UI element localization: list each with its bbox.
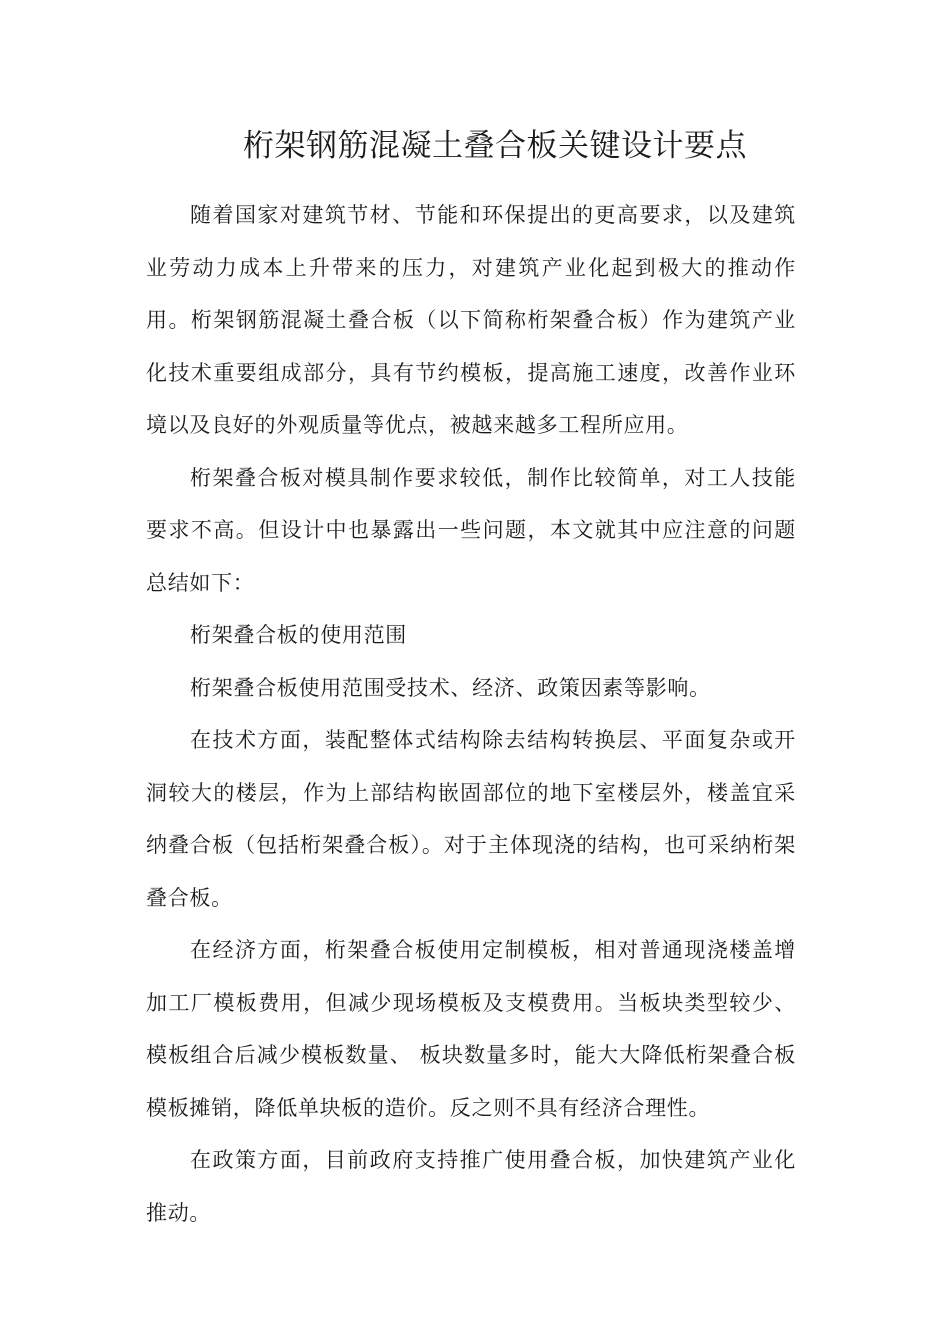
document-title: 桁架钢筋混凝土叠合板关键设计要点 [243, 128, 747, 164]
paragraph-scope-factors: 桁架叠合板使用范围受技术、经济、政策因素等影响。 [190, 675, 711, 700]
paragraph-policy: 在政策方面，目前政府支持推广使用叠合板，加快建筑产业化推动。 [146, 1148, 796, 1225]
paragraph-technical: 在技术方面，装配整体式结构除去结构转换层、平面复杂或开洞较大的楼层，作为上部结构嵌固部位的地下室楼层外，楼盖宜采纳叠合板（包括桁架叠合板）。对于主体现浇的结构，也可采纳桁架叠合板。 [146, 728, 796, 910]
paragraph-intro: 随着国家对建筑节材、节能和环保提出的更高要求，以及建筑业劳动力成本上升带来的压力，对建筑产业化起到极大的推动作用。桁架钢筋混凝土叠合板（以下简称桁架叠合板）作为建筑产业化技术重要组成部分，具有节约模板，提高施工速度，改善作业环境以及良好的外观质量等优点，被越来越多工程所应用。 [146, 203, 796, 437]
paragraph-economic: 在经济方面，桁架叠合板使用定制模板，相对普通现浇楼盖增加工厂模板费用，但减少现场模板及支模费用。当板块类型较少、模板组合后减少模板数量、 板块数量多时，能大大降低桁架叠合板模板摊销，降低单块板的造价。反之则不具有经济合理性。 [146, 938, 796, 1120]
section-heading-scope: 桁架叠合板的使用范围 [190, 623, 407, 647]
document-body [146, 189, 796, 1239]
paragraph-requirements: 桁架叠合板对模具制作要求较低，制作比较简单，对工人技能要求不高。但设计中也暴露出一些问题，本文就其中应注意的问题总结如下： [146, 465, 796, 595]
